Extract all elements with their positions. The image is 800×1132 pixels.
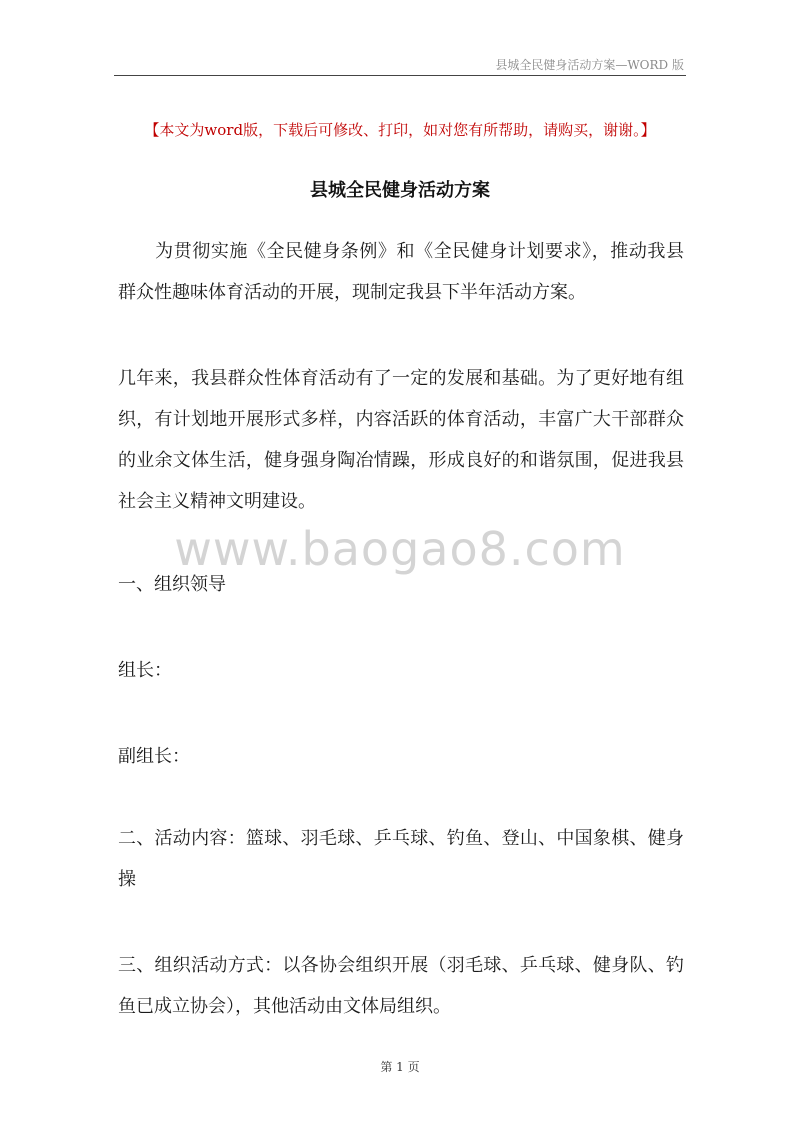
intro-paragraph: 为贯彻实施《全民健身条例》和《全民健身计划要求》，推动我县群众性趣味体育活动的开展，现制定我县下半年活动方案。 [118,241,684,303]
purchase-notice: 【本文为word版，下载后可修改、打印，如对您有所帮助，请购买，谢谢。】 [144,121,656,139]
section-heading-organization: 一、组织领导 [118,574,226,595]
watermark-text: www.baogao8.com [174,522,626,576]
deputy-leader-line: 副组长： [118,746,190,767]
page-header-title: 县城全民健身活动方案—WORD 版 [495,58,684,72]
organization-method-paragraph: 三、组织活动方式：以各协会组织开展（羽毛球、乒乓球、健身队、钓鱼已成立协会），其他活动由文体局组织。 [118,955,684,1017]
document-title: 县城全民健身活动方案 [310,180,490,201]
activity-content-paragraph: 二、活动内容：篮球、羽毛球、乒乓球、钓鱼、登山、中国象棋、健身操 [118,828,684,890]
page-number: 第 1 页 [380,1060,420,1074]
leader-line: 组长： [118,660,172,681]
background-paragraph: 几年来，我县群众性体育活动有了一定的发展和基础。为了更好地有组织，有计划地开展形式多样，内容活跃的体育活动，丰富广大干部群众的业余文体生活，健身强身陶冶情躁，形成良好的和谐氛围，促进我县社会主义精神文明建设。 [118,368,684,512]
header-divider [114,75,686,76]
